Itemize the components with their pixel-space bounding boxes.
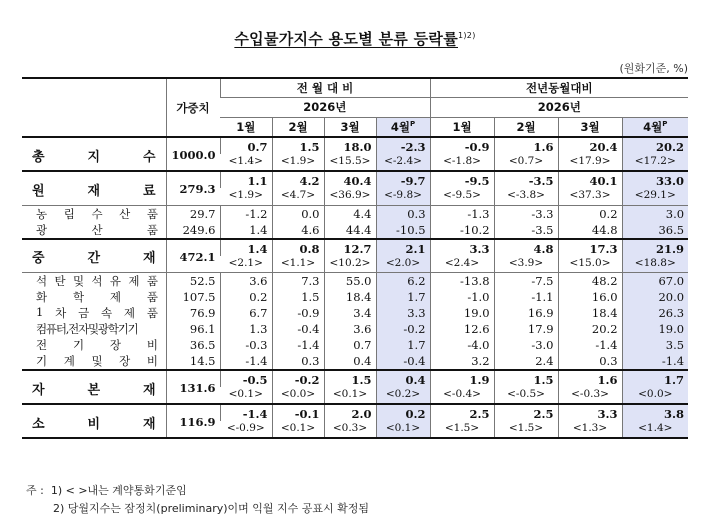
mom-value: 3.6: [324, 321, 376, 337]
mom-value: 1.5: [272, 289, 324, 305]
category-label: [22, 137, 166, 171]
yoy-value: -0.9: [430, 137, 494, 154]
label-char: 료: [142, 183, 156, 199]
footnote-2-text: 2) 당월지수는 잠정치(preliminary)이며 익월 지수 공표시 확정됨: [53, 502, 370, 515]
mom-value: -0.3: [220, 337, 272, 353]
mom-value: 0.2: [220, 289, 272, 305]
yoy-value: 4.8: [494, 239, 558, 256]
subcategory-label-text: [36, 305, 158, 321]
subcategory-weight: 249.6: [166, 222, 220, 239]
row-label-text: [26, 146, 162, 165]
label-char: 화: [36, 290, 48, 304]
label-char: 지: [87, 149, 101, 165]
mom-contract-value: <-0.9>: [220, 421, 272, 438]
yoy-value: 20.2: [558, 321, 622, 337]
mom-value: 7.3: [272, 273, 324, 290]
month-label: 2월: [516, 119, 536, 134]
subcategory-weight: 36.5: [166, 337, 220, 353]
mom-value: 1.4: [220, 222, 272, 239]
subcategory-label: [22, 222, 166, 239]
yoy-value: -3.0: [494, 337, 558, 353]
subcategory-label-text: [36, 353, 158, 369]
import-price-table: [22, 77, 688, 439]
yoy-value: 3.2: [430, 353, 494, 370]
mom-contract-value: <1.4>: [228, 155, 263, 167]
label-char: 제: [109, 290, 122, 304]
mom-value: 18.0: [324, 137, 376, 154]
label-char: 금: [78, 306, 90, 320]
mom-month-1: [220, 117, 272, 137]
yoy-value: -10.2: [430, 222, 494, 239]
yoy-value: 1.6: [558, 370, 622, 387]
mom-value: 0.7: [220, 137, 272, 154]
yoy-value: 3.8: [622, 404, 688, 421]
mom-contract-value: <-2.4>: [376, 154, 430, 171]
category-weight: 131.6: [166, 370, 220, 404]
label-char: 제: [123, 306, 136, 320]
yoy-value: 1.6: [494, 137, 558, 154]
yoy-value: 12.6: [430, 321, 494, 337]
mom-value: -0.1: [272, 404, 324, 421]
mom-value: 4.2: [272, 171, 324, 188]
month-label: 4월: [643, 119, 663, 134]
subcategory-row: [22, 305, 688, 321]
mom-contract-value: <1.1>: [272, 256, 324, 273]
mom-value: 0.0: [272, 205, 324, 222]
yoy-value: 1.7: [622, 370, 688, 387]
mom-value: 40.4: [324, 171, 376, 188]
yoy-value: 18.4: [558, 305, 622, 321]
yoy-contract-value: <1.5>: [494, 421, 558, 438]
mom-value: 0.7: [324, 337, 376, 353]
mom-contract-value: <2.0>: [376, 256, 430, 273]
subcategory-label-text: [36, 337, 158, 353]
yoy-value: 3.0: [622, 205, 688, 222]
subcategory-weight: 14.5: [166, 353, 220, 370]
corner-cell: [22, 78, 166, 137]
mom-value: 0.3: [376, 205, 430, 222]
yoy-value: 17.9: [494, 321, 558, 337]
label-char: 소: [32, 416, 45, 432]
mom-value: -0.4: [376, 353, 430, 370]
yoy-month-2: [494, 117, 558, 137]
month-label: 3월: [580, 119, 600, 134]
mom-value: 12.7: [324, 239, 376, 256]
subcategory-label-text: [36, 206, 158, 222]
label-char: 수: [91, 206, 103, 221]
yoy-month-1: [430, 117, 494, 137]
category-row: [22, 137, 688, 154]
mom-value: 3.6: [220, 273, 272, 290]
subcategory-label-text: [36, 222, 158, 238]
yoy-value: -3.5: [494, 171, 558, 188]
category-row: [22, 239, 688, 256]
label-char: 품: [146, 206, 158, 221]
yoy-year: 2026년: [430, 97, 688, 117]
mom-contract-value: <10.2>: [324, 256, 376, 273]
label-char: 림: [63, 206, 75, 221]
label-char: 계: [63, 354, 75, 368]
yoy-value: 2.5: [430, 404, 494, 421]
category-row: [22, 370, 688, 387]
unit-note: (원화기준, %): [619, 62, 688, 75]
yoy-value: 33.0: [622, 171, 688, 188]
yoy-value: -3.5: [494, 222, 558, 239]
month-label: 3월: [340, 119, 360, 134]
yoy-value: 20.2: [622, 137, 688, 154]
mom-month-3: [324, 117, 376, 137]
yoy-value: -1.1: [494, 289, 558, 305]
yoy-contract-value: <17.2>: [622, 154, 688, 171]
label-char: 비: [146, 354, 158, 368]
label-char: 수: [142, 149, 156, 165]
mom-contract-value: <0.1>: [228, 388, 263, 400]
yoy-contract-value: <-9.5>: [430, 188, 494, 205]
category-label: [22, 404, 166, 438]
label-char: 품: [146, 306, 158, 320]
yoy-value: 67.0: [622, 273, 688, 290]
subcategory-row: [22, 273, 688, 290]
footnote-1-text: 1) < >내는 계약통화기준임: [50, 484, 187, 497]
subcategory-row: [22, 222, 688, 239]
label-char: 컴퓨터,전자및광학기기: [36, 322, 138, 336]
yoy-value: 40.1: [558, 171, 622, 188]
mom-value: 0.8: [272, 239, 324, 256]
subcategory-label-text: [36, 321, 158, 337]
yoy-contract-value: <-1.8>: [430, 154, 494, 171]
footnote-prefix: 주 :: [26, 484, 44, 497]
subcategory-weight: 96.1: [166, 321, 220, 337]
yoy-value: -1.4: [558, 337, 622, 353]
label-char: 재: [87, 183, 101, 199]
yoy-contract-value: <15.0>: [558, 256, 622, 273]
mom-value: 2.0: [324, 404, 376, 421]
mom-value: 44.4: [324, 222, 376, 239]
label-char: 전: [36, 338, 48, 352]
mom-value: 1.5: [324, 370, 376, 387]
mom-value: -0.2: [376, 321, 430, 337]
label-char: 원: [32, 183, 45, 199]
subcategory-label-text: [36, 273, 158, 289]
subcategory-label: [22, 305, 166, 321]
mom-value: -1.2: [220, 205, 272, 222]
label-char: 품: [146, 222, 158, 237]
mom-value: 4.6: [272, 222, 324, 239]
mom-value: -1.4: [220, 353, 272, 370]
subcategory-weight: 76.9: [166, 305, 220, 321]
mom-value: 0.2: [376, 404, 430, 421]
category-weight: 116.9: [166, 404, 220, 438]
mom-contract-value: <-9.8>: [376, 188, 430, 205]
yoy-value: 2.4: [494, 353, 558, 370]
label-char: 1: [36, 305, 44, 319]
subcategory-weight: 29.7: [166, 205, 220, 222]
mom-month-2: [272, 117, 324, 137]
mom-month-4: [376, 117, 430, 137]
label-char: 간: [87, 251, 101, 267]
mom-contract-value: <1.9>: [228, 189, 263, 202]
subcategory-label: [22, 289, 166, 305]
yoy-contract-value: <1.4>: [622, 421, 688, 438]
table-title: [0, 28, 710, 49]
category-weight: 472.1: [166, 239, 220, 273]
yoy-value: -3.3: [494, 205, 558, 222]
subcategory-weight: 52.5: [166, 273, 220, 290]
preliminary-mark: P: [410, 119, 416, 128]
yoy-value: -1.3: [430, 205, 494, 222]
mom-contract-value: <15.5>: [324, 154, 376, 171]
yoy-value: 16.0: [558, 289, 622, 305]
mom-contract-value: <0.1>: [272, 421, 324, 438]
yoy-value: 20.0: [622, 289, 688, 305]
mom-value: 0.3: [272, 353, 324, 370]
label-char: 품: [146, 290, 158, 304]
yoy-value: 26.3: [622, 305, 688, 321]
yoy-header: 전년동월대비: [430, 78, 688, 97]
yoy-contract-value: <-0.4>: [430, 387, 494, 404]
label-char: 차: [55, 306, 67, 320]
mom-value: 1.7: [376, 289, 430, 305]
label-char: 기: [36, 354, 48, 368]
preliminary-mark: P: [662, 119, 668, 128]
mom-value: -1.4: [220, 404, 272, 421]
yoy-contract-value: <3.9>: [494, 256, 558, 273]
mom-value: 1.4: [220, 239, 272, 256]
mom-value: -2.3: [376, 137, 430, 154]
category-label: [22, 370, 166, 404]
row-label-text: [26, 379, 162, 398]
label-char: 산: [91, 222, 103, 237]
row-label-text: [26, 180, 162, 199]
label-char: 및: [72, 274, 85, 288]
yoy-month-4: [622, 117, 688, 137]
mom-value: 2.1: [376, 239, 430, 256]
yoy-value: 0.2: [558, 205, 622, 222]
yoy-contract-value: <1.3>: [558, 421, 622, 438]
footnotes: [26, 482, 369, 518]
yoy-value: 3.3: [558, 404, 622, 421]
label-char: 산: [119, 206, 131, 221]
yoy-contract-value: <1.5>: [430, 421, 494, 438]
label-char: 기: [72, 338, 85, 352]
label-char: 및: [91, 354, 103, 368]
row-label-text: [26, 413, 162, 432]
yoy-value: -4.0: [430, 337, 494, 353]
mom-header: 전 월 대 비: [220, 78, 430, 97]
yoy-value: 48.2: [558, 273, 622, 290]
yoy-value: 16.9: [494, 305, 558, 321]
yoy-contract-value: <18.8>: [622, 256, 688, 273]
yoy-value: 36.5: [622, 222, 688, 239]
label-char: 품: [146, 274, 158, 288]
yoy-value: 3.3: [430, 239, 494, 256]
label-char: 석: [36, 274, 48, 288]
label-char: 재: [142, 416, 156, 432]
footnote-1: [26, 482, 369, 500]
yoy-value: -1.4: [622, 353, 688, 370]
mom-value: -10.5: [376, 222, 430, 239]
label-char: 제: [128, 274, 140, 288]
subcategory-label-text: [36, 289, 158, 305]
yoy-value: 20.4: [558, 137, 622, 154]
label-char: 유: [109, 274, 121, 288]
subcategory-row: [22, 337, 688, 353]
subcategory-row: [22, 289, 688, 305]
mom-value: 1.1: [220, 171, 272, 188]
month-label: 1월: [452, 119, 472, 134]
yoy-value: 1.5: [494, 370, 558, 387]
label-char: 농: [36, 206, 48, 221]
label-char: 광: [36, 222, 48, 237]
mom-value: -0.5: [220, 370, 272, 387]
subcategory-label: [22, 321, 166, 337]
category-label: [22, 171, 166, 205]
mom-value: -0.9: [272, 305, 324, 321]
yoy-value: 1.9: [430, 370, 494, 387]
category-row: [22, 171, 688, 188]
yoy-contract-value: <17.9>: [558, 154, 622, 171]
label-char: 재: [142, 251, 156, 267]
mom-year: 2026년: [220, 97, 430, 117]
category-weight: 279.3: [166, 171, 220, 205]
category-row: [22, 404, 688, 421]
mom-contract-value: <0.3>: [324, 421, 376, 438]
mom-value: 6.7: [220, 305, 272, 321]
footnote-2: [26, 500, 369, 518]
mom-value: 3.4: [324, 305, 376, 321]
subcategory-weight: 107.5: [166, 289, 220, 305]
mom-value: 1.3: [220, 321, 272, 337]
subcategory-label: [22, 205, 166, 222]
month-label: 4월: [390, 119, 410, 134]
mom-contract-value: <2.1>: [228, 256, 263, 269]
subcategory-row: [22, 205, 688, 222]
mom-value: -9.7: [376, 171, 430, 188]
mom-value: 55.0: [324, 273, 376, 290]
yoy-contract-value: <0.0>: [622, 387, 688, 404]
yoy-month-3: [558, 117, 622, 137]
mom-value: 0.4: [376, 370, 430, 387]
yoy-value: -9.5: [430, 171, 494, 188]
title-text: 수입물가지수 용도별 분류 등락률: [234, 30, 458, 48]
yoy-value: 17.3: [558, 239, 622, 256]
mom-value: -0.4: [272, 321, 324, 337]
mom-value: 6.2: [376, 273, 430, 290]
month-label: 1월: [236, 119, 256, 134]
yoy-value: 2.5: [494, 404, 558, 421]
label-char: 장: [119, 354, 131, 368]
mom-contract-value: <1.9>: [272, 154, 324, 171]
subcategory-label: [22, 353, 166, 370]
mom-value: 4.4: [324, 205, 376, 222]
subcategory-row: [22, 321, 688, 337]
subcategory-label: [22, 273, 166, 290]
yoy-contract-value: <29.1>: [622, 188, 688, 205]
yoy-contract-value: <37.3>: [558, 188, 622, 205]
yoy-contract-value: <-0.5>: [494, 387, 558, 404]
label-char: 자: [32, 382, 45, 398]
mom-value: -1.4: [272, 337, 324, 353]
mom-contract-value: <0.2>: [376, 387, 430, 404]
label-char: 총: [32, 149, 45, 165]
subcategory-label: [22, 337, 166, 353]
yoy-value: 21.9: [622, 239, 688, 256]
yoy-value: -13.8: [430, 273, 494, 290]
label-char: 중: [32, 251, 45, 267]
title-footnote-ref: 1)2): [458, 31, 476, 40]
yoy-contract-value: <0.7>: [494, 154, 558, 171]
label-char: 탄: [54, 274, 66, 288]
subcategory-row: [22, 353, 688, 370]
yoy-value: 3.5: [622, 337, 688, 353]
yoy-contract-value: <2.4>: [430, 256, 494, 273]
yoy-contract-value: <-3.8>: [494, 188, 558, 205]
yoy-value: -7.5: [494, 273, 558, 290]
label-char: 석: [91, 274, 103, 288]
mom-value: 1.5: [272, 137, 324, 154]
mom-value: -0.2: [272, 370, 324, 387]
yoy-value: -1.0: [430, 289, 494, 305]
category-label: [22, 239, 166, 273]
row-label-text: [26, 247, 162, 266]
mom-contract-value: <4.7>: [272, 188, 324, 205]
yoy-value: 19.0: [430, 305, 494, 321]
label-char: 장: [109, 338, 122, 352]
mom-value: 18.4: [324, 289, 376, 305]
weight-header: 가중치: [166, 78, 220, 137]
month-label: 2월: [288, 119, 308, 134]
label-char: 재: [142, 382, 156, 398]
label-char: 속: [100, 306, 113, 320]
label-char: 학: [72, 290, 85, 304]
mom-value: 0.4: [324, 353, 376, 370]
yoy-value: 0.3: [558, 353, 622, 370]
yoy-value: 19.0: [622, 321, 688, 337]
label-char: 비: [87, 416, 101, 432]
yoy-value: 44.8: [558, 222, 622, 239]
yoy-contract-value: <-0.3>: [558, 387, 622, 404]
mom-contract-value: <0.1>: [324, 387, 376, 404]
mom-contract-value: <0.1>: [376, 421, 430, 438]
label-char: 본: [87, 382, 101, 398]
label-char: 비: [146, 338, 158, 352]
mom-contract-value: <0.0>: [272, 387, 324, 404]
mom-contract-value: <36.9>: [324, 188, 376, 205]
category-weight: 1000.0: [166, 137, 220, 171]
mom-value: 3.3: [376, 305, 430, 321]
mom-value: 1.7: [376, 337, 430, 353]
